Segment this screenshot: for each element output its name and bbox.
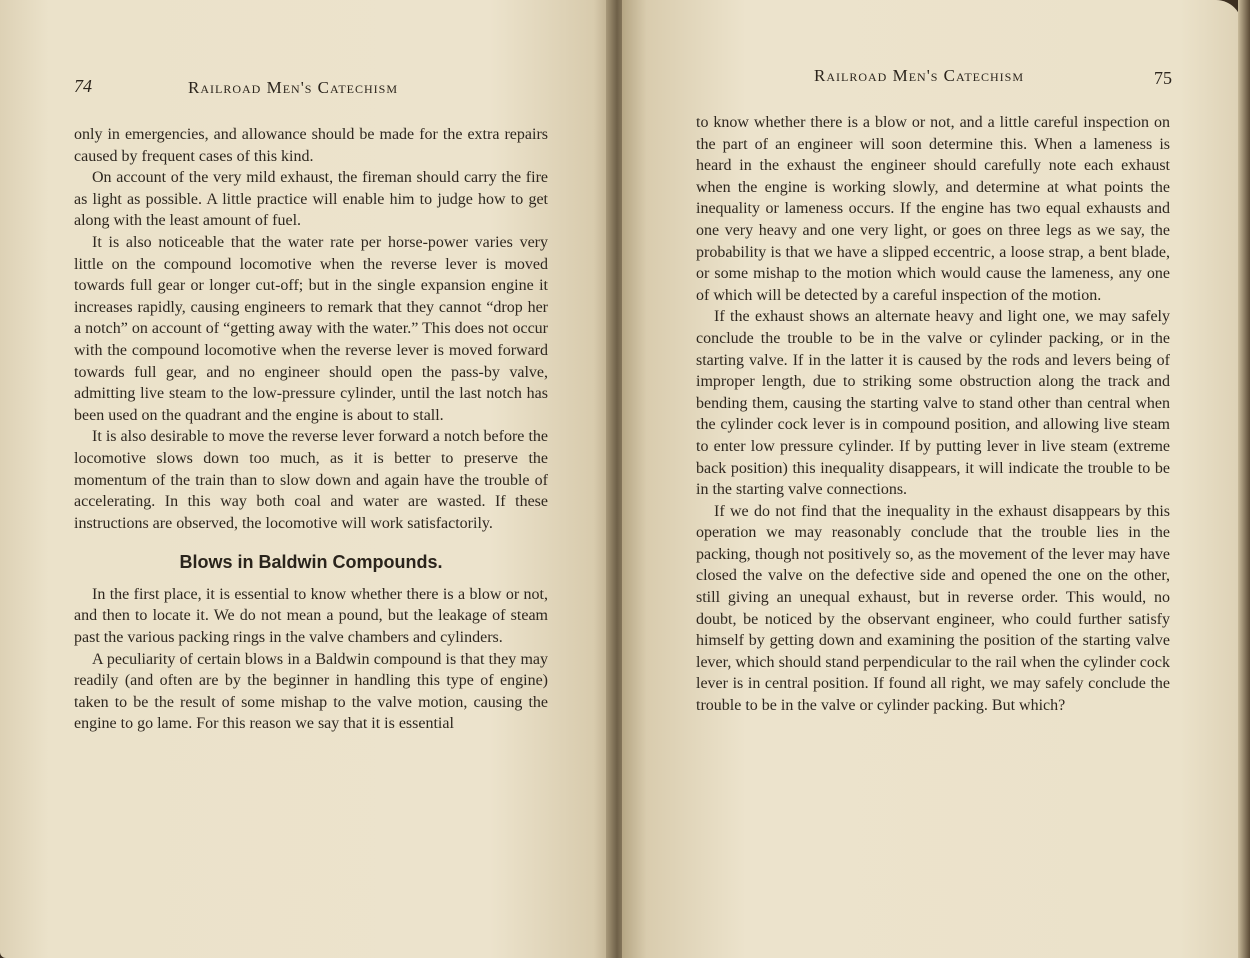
left-text-block bbox=[74, 124, 548, 735]
page-number: 75 bbox=[1154, 68, 1172, 88]
paragraph: only in emergencies, and allowance should be made for the extra repairs caused by frequent cases of this kind. bbox=[74, 126, 548, 165]
page-number: 74 bbox=[74, 76, 92, 96]
book-cover-edge bbox=[1238, 0, 1250, 958]
paragraph: If we do not find that the inequality in the exhaust disappears by this operation we may reasonably conclude that the trouble lies in the packing, though not positively so, as the movement of the lever may have closed the valve on the defective side and opened the one on the other, still giving an unequal exhaust, but in reverse order. This would, no doubt, be noticed by the observant engineer, who could further satisfy himself by getting down and examining the position of the starting valve lever, which should stand perpendicular to the rail when the cylinder cock lever is in central position. If found all right, we may safely conclude the trouble to be in the valve or cylinder packing. But which? bbox=[696, 502, 1170, 715]
running-header: Railroad Men's Catechism bbox=[814, 66, 1025, 85]
paragraph: If the exhaust shows an alternate heavy and light one, we may safely conclude the trouble to be in the valve or cylinder packing, or in the starting valve. If in the latter it is caused by the rods and levers being of improper length, due to striking some obstruction along the track and bending them, causing the starting valve to stand other than central when the cylinder cock lever is in compound position, and allowing live steam to enter low pressure cylinder. If by putting lever in live steam (extreme back position) this inequality disappears, it will indicate the trouble to be in the starting valve connections. bbox=[696, 308, 1170, 499]
section-heading: Blows in Baldwin Compounds. bbox=[179, 552, 443, 573]
right-page bbox=[622, 0, 1242, 958]
paragraph: A peculiarity of certain blows in a Baldwin compound is that they may readily (and often are by the beginner in handling this type of engine) taken to be the result of some mishap to the valve motion, causing the engine to go lame. For this reason we say that it is essential bbox=[74, 650, 548, 733]
running-header: Railroad Men's Catechism bbox=[188, 78, 399, 97]
paragraph: It is also noticeable that the water rate per horse-power varies very little on the compound locomotive when the reverse lever is moved towards full gear or longer cut-off; but in the single expansion engine it increases rapidly, causing engineers to remark that they cannot “drop her a notch” on account of “getting away with the water.” This does not occur with the compound locomotive when the reverse lever is moved forward towards full gear, and no engineer should open the pass-by valve, admitting live steam to the low-pressure cylinder, until the last notch has been used on the quadrant and the engine is about to stall. bbox=[74, 233, 548, 424]
paragraph: On account of the very mild exhaust, the fireman should carry the fire as light as possible. A little practice will enable him to judge how to get along with the least amount of fuel. bbox=[74, 169, 548, 230]
paragraph: It is also desirable to move the reverse lever forward a notch before the locomotive slows down too much, as it is better to preserve the momentum of the train than to slow down and again have the trouble of accelerating. In this way both coal and water are wasted. If these instructions are observed, the locomotive will work satisfactorily. bbox=[74, 428, 548, 532]
paragraph: In the first place, it is essential to know whether there is a blow or not, and then to locate it. We do not mean a pound, but the leakage of steam past the various packing rings in the valve chambers and cylinders. bbox=[74, 585, 548, 647]
right-text-block bbox=[696, 112, 1170, 717]
left-page bbox=[0, 0, 612, 958]
paragraph: to know whether there is a blow or not, and a little careful inspection on the part of an engineer will soon determine this. When a lameness is heard in the exhaust the engineer should carefully note each exhaust when the engine is working slowly, and determine at what points the inequality or lameness occurs. If the engine has two equal exhausts and one very heavy and one very light, or goes on three legs as we say, the probability is that we have a slipped eccentric, a loose strap, a bent blade, or some mishap to the motion which would cause the lameness, any one of which will be detected by a careful inspection of the motion. bbox=[696, 114, 1170, 304]
